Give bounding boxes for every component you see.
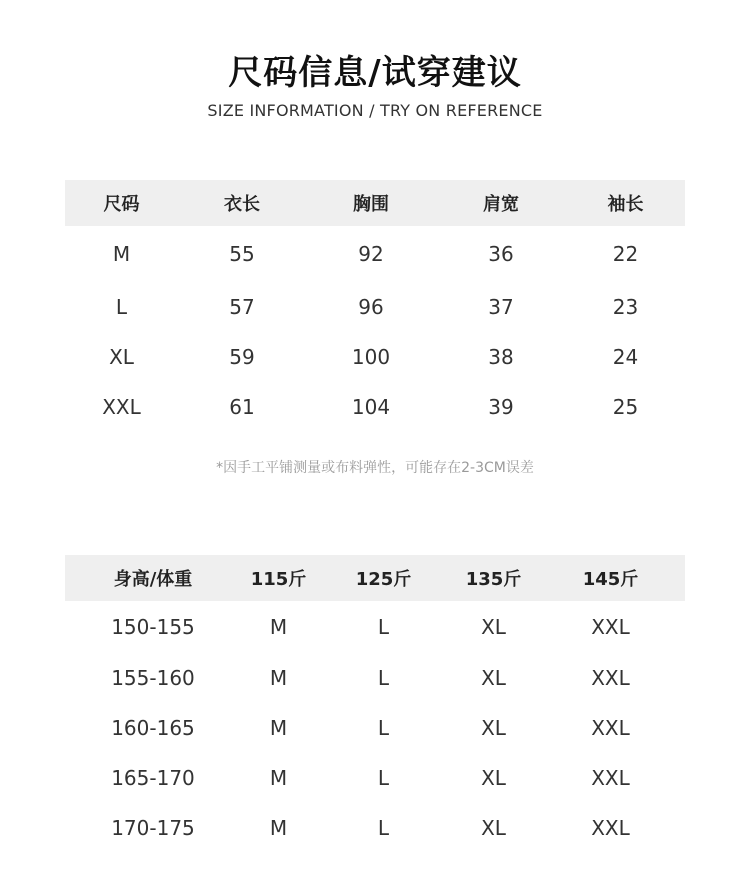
- size-table-header-cell: 衣长: [224, 194, 260, 215]
- table-row: [65, 226, 685, 282]
- table-cell: XL: [481, 666, 506, 690]
- table-cell: M: [269, 615, 288, 639]
- table-cell: M: [269, 766, 288, 790]
- size-table-header-cell: 尺码: [103, 194, 140, 215]
- table-cell: 37: [488, 295, 514, 319]
- table-cell: 25: [612, 395, 639, 419]
- table-row: [65, 382, 685, 432]
- size-table-header-cell: 肩宽: [483, 194, 519, 215]
- table-cell: 24: [612, 345, 639, 369]
- table-cell: XL: [481, 615, 506, 639]
- page-subtitle: SIZE INFORMATION / TRY ON REFERENCE: [207, 101, 543, 120]
- table-cell: XL: [481, 716, 506, 740]
- size-table-header-cell: 袖长: [607, 194, 644, 215]
- table-cell: XL: [481, 766, 506, 790]
- table-cell: 96: [358, 295, 384, 319]
- table-row: [65, 703, 685, 753]
- size-table-header-cell: 胸围: [353, 194, 389, 215]
- size-table-header-row: [65, 180, 685, 226]
- table-cell: 38: [488, 345, 514, 369]
- table-row: [65, 653, 685, 703]
- table-cell: M: [269, 666, 288, 690]
- table-cell: L: [377, 666, 390, 690]
- table-cell: XXL: [591, 716, 630, 740]
- table-cell: 55: [229, 242, 255, 266]
- table-cell: XXL: [591, 816, 630, 840]
- table-cell: XXL: [591, 615, 630, 639]
- table-cell: 92: [358, 242, 384, 266]
- table-cell: M: [269, 716, 288, 740]
- table-cell: 155-160: [111, 666, 195, 690]
- table-cell: L: [115, 295, 128, 319]
- recommendation-table: [65, 555, 685, 853]
- recommendation-table-header-cell: 身高/体重: [113, 569, 193, 590]
- page-title: 尺码信息/试穿建议: [228, 53, 522, 93]
- table-row: [65, 601, 685, 653]
- table-cell: 160-165: [111, 716, 195, 740]
- table-cell: 36: [488, 242, 514, 266]
- table-cell: L: [377, 615, 390, 639]
- table-cell: XL: [481, 816, 506, 840]
- recommendation-table-header-cell: 115斤: [250, 569, 307, 590]
- table-cell: 61: [229, 395, 255, 419]
- table-cell: XL: [109, 345, 134, 369]
- recommendation-table-header-cell: 125斤: [355, 569, 412, 590]
- table-cell: L: [377, 716, 390, 740]
- measurement-note: *因手工平铺测量或布料弹性，可能存在2-3CM误差: [216, 460, 534, 476]
- table-cell: 57: [229, 295, 255, 319]
- table-cell: XXL: [591, 666, 630, 690]
- table-cell: 170-175: [111, 816, 195, 840]
- table-cell: XXL: [591, 766, 630, 790]
- table-row: [65, 803, 685, 853]
- table-cell: M: [269, 816, 288, 840]
- table-cell: XXL: [102, 395, 141, 419]
- table-row: [65, 332, 685, 382]
- table-cell: L: [377, 816, 390, 840]
- recommendation-table-header-cell: 145斤: [582, 569, 639, 590]
- table-cell: 22: [612, 242, 639, 266]
- recommendation-table-header-cell: 135斤: [465, 569, 522, 590]
- table-cell: 59: [229, 345, 255, 369]
- table-cell: M: [112, 242, 131, 266]
- recommendation-table-header-row: [65, 555, 685, 601]
- table-cell: 39: [488, 395, 514, 419]
- table-cell: 165-170: [111, 766, 195, 790]
- table-row: [65, 282, 685, 332]
- table-cell: 150-155: [111, 615, 195, 639]
- table-cell: 100: [351, 345, 391, 369]
- table-cell: 23: [612, 295, 639, 319]
- table-cell: 104: [351, 395, 391, 419]
- table-row: [65, 753, 685, 803]
- table-cell: L: [377, 766, 390, 790]
- size-table: [65, 180, 685, 432]
